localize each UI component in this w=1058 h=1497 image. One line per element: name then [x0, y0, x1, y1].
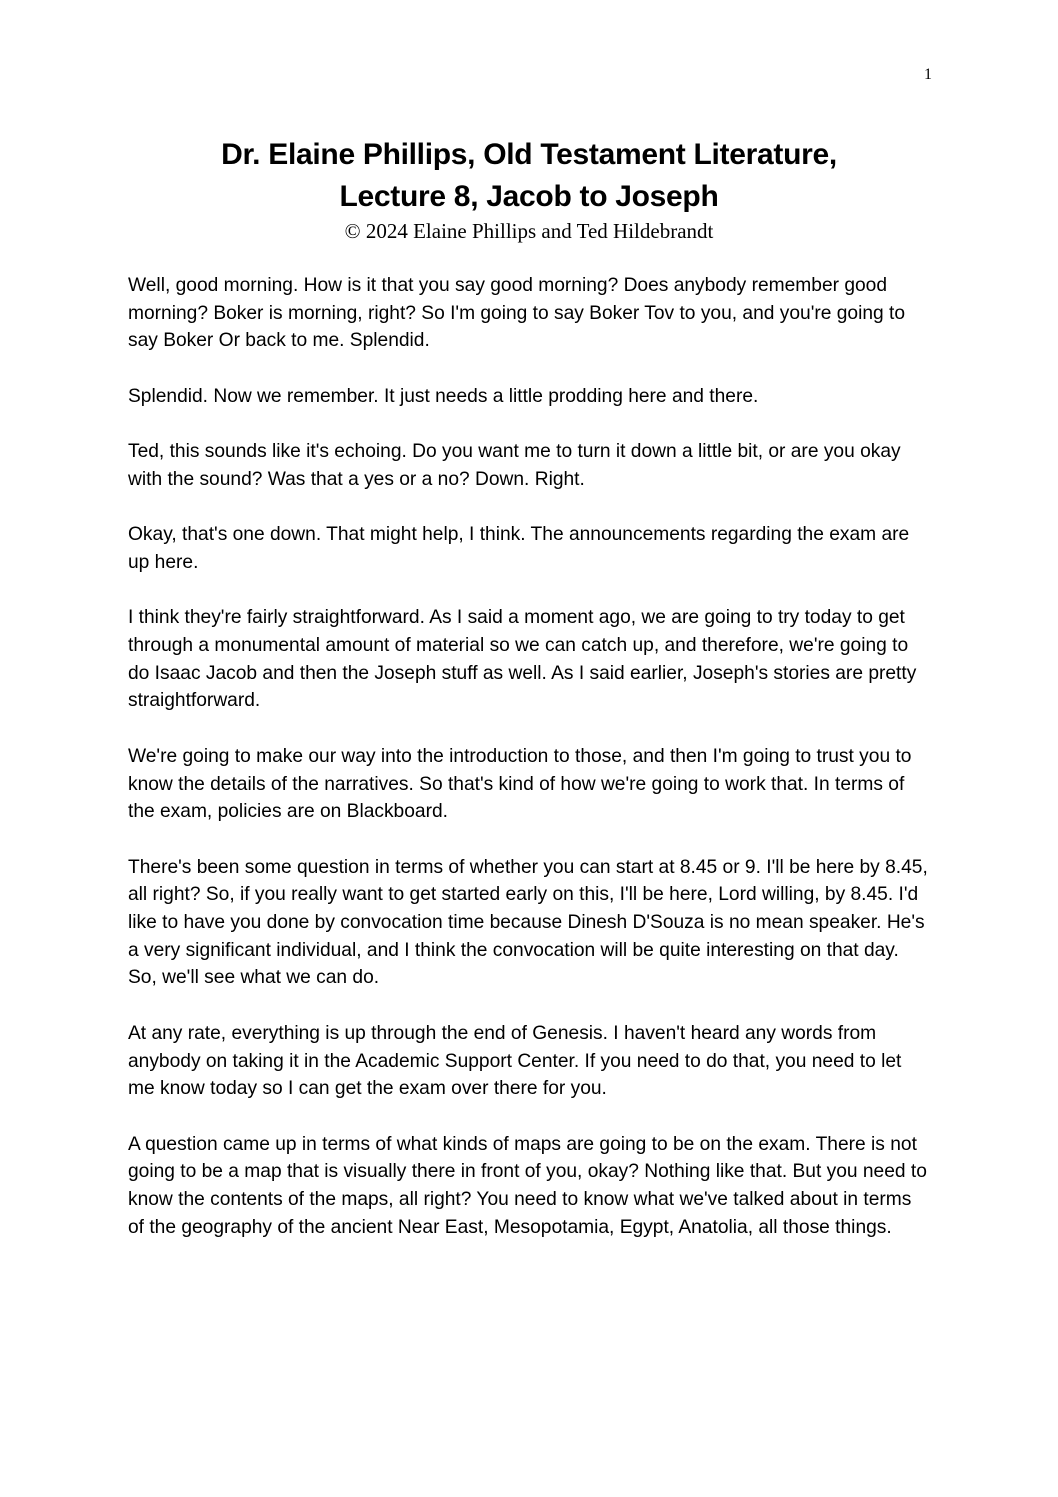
document-body — [128, 272, 928, 1269]
paragraph: Splendid. Now we remember. It just needs a little prodding here and there. — [128, 385, 759, 407]
document-header — [100, 134, 958, 244]
title-line-1: Dr. Elaine Phillips, Old Testament Literature, — [221, 138, 837, 171]
paragraph: We're going to make our way into the introduction to those, and then I'm going to trust you to know the details of the narratives. So that's kind of how we're going to work that. In terms of the exam, policies are on Blackboard. — [128, 745, 912, 823]
title-line-2: Lecture 8, Jacob to Joseph — [339, 180, 719, 213]
document-title — [100, 134, 958, 218]
paragraph: Well, good morning. How is it that you say good morning? Does anybody remember good morning? Boker is morning, right? So I'm going to say Boker Tov to you, and you're going to say Boker Or back to me. Splendid. — [128, 275, 906, 352]
copyright-line: © 2024 Elaine Phillips and Ted Hildebrandt — [344, 219, 714, 243]
paragraph: Ted, this sounds like it's echoing. Do you want me to turn it down a little bit, or are you okay with the sound? Was that a yes or a no? Down. Right. — [128, 441, 901, 490]
paragraph: Okay, that's one down. That might help, I think. The announcements regarding the exam are up here. — [128, 524, 910, 573]
page-number: 1 — [924, 66, 932, 83]
paragraph: At any rate, everything is up through the end of Genesis. I haven't heard any words from anybody on taking it in the Academic Support Center. If you need to do that, you need to let me know today so I can get the exam over there for you. — [128, 1022, 902, 1100]
paragraph: There's been some question in terms of whether you can start at 8.45 or 9. I'll be here by 8.45, all right? So, if you really want to get started early on this, I'll be here, Lord willing, by 8.45. I'd like to have you done by convocation time because Dinesh D'Souza is no mean speaker. He's a very significant individual, and I think the convocation will be quite interesting on that day. So, we'll see what we can do. — [128, 856, 928, 989]
paragraph: A question came up in terms of what kinds of maps are going to be on the exam. There is not going to be a map that is visually there in front of you, okay? Nothing like that. But you need to know the contents of the maps, all right? You need to know what we've talked about in terms of the geography of the ancient Near East, Mesopotamia, Egypt, Anatolia, all those things. — [128, 1133, 927, 1238]
paragraph: I think they're fairly straightforward. As I said a moment ago, we are going to try today to get through a monumental amount of material so we can catch up, and therefore, we're going to do Isaac Jacob and then the Joseph stuff as well. As I said earlier, Joseph's stories are pretty straightforward. — [128, 607, 917, 712]
